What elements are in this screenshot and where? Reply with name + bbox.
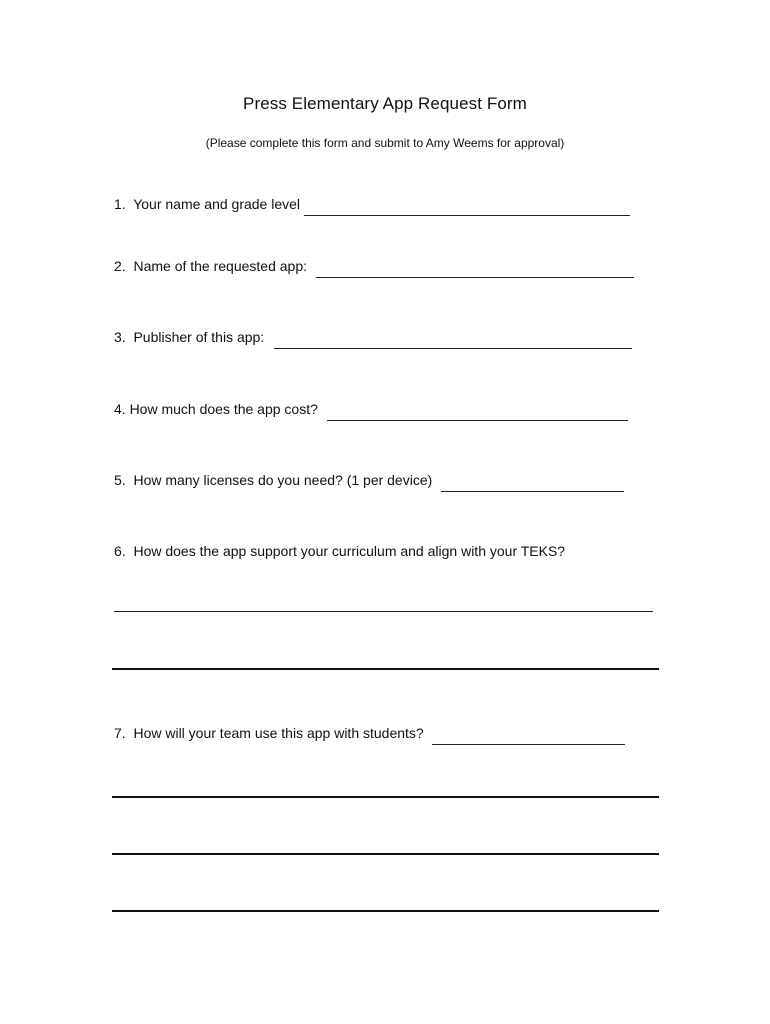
question-1-label: 1. Your name and grade level: [114, 196, 301, 212]
question-5: [114, 472, 624, 488]
question-5-answer-line[interactable]: [441, 490, 624, 492]
question-6-answer-line-2[interactable]: [112, 668, 659, 670]
question-3-label: 3. Publisher of this app:: [114, 329, 265, 345]
question-5-label: 5. How many licenses do you need? (1 per device): [114, 472, 433, 488]
question-6-label: 6. How does the app support your curriculum and align with your TEKS?: [114, 543, 566, 559]
question-4-answer-line[interactable]: [327, 419, 628, 421]
question-1: [114, 196, 630, 212]
question-7-answer-line-2[interactable]: [112, 796, 659, 798]
question-3: [114, 329, 632, 345]
question-7-label: 7. How will your team use this app with students?: [114, 725, 424, 741]
question-7: [114, 725, 625, 741]
question-2: [114, 258, 634, 274]
form-title: Press Elementary App Request Form: [243, 94, 527, 113]
question-3-answer-line[interactable]: [274, 347, 632, 349]
question-7-answer-line[interactable]: [432, 743, 625, 745]
question-4: [114, 401, 628, 417]
question-7-answer-line-3[interactable]: [112, 853, 659, 855]
question-2-label: 2. Name of the requested app:: [114, 258, 308, 274]
question-2-answer-line[interactable]: [316, 276, 634, 278]
question-4-label: 4. How much does the app cost?: [114, 401, 318, 417]
form-instructions: (Please complete this form and submit to Amy Weems for approval): [205, 136, 565, 150]
question-6-answer-line-1[interactable]: [114, 611, 653, 612]
question-7-answer-line-4[interactable]: [112, 910, 659, 912]
question-1-answer-line[interactable]: [304, 214, 630, 216]
